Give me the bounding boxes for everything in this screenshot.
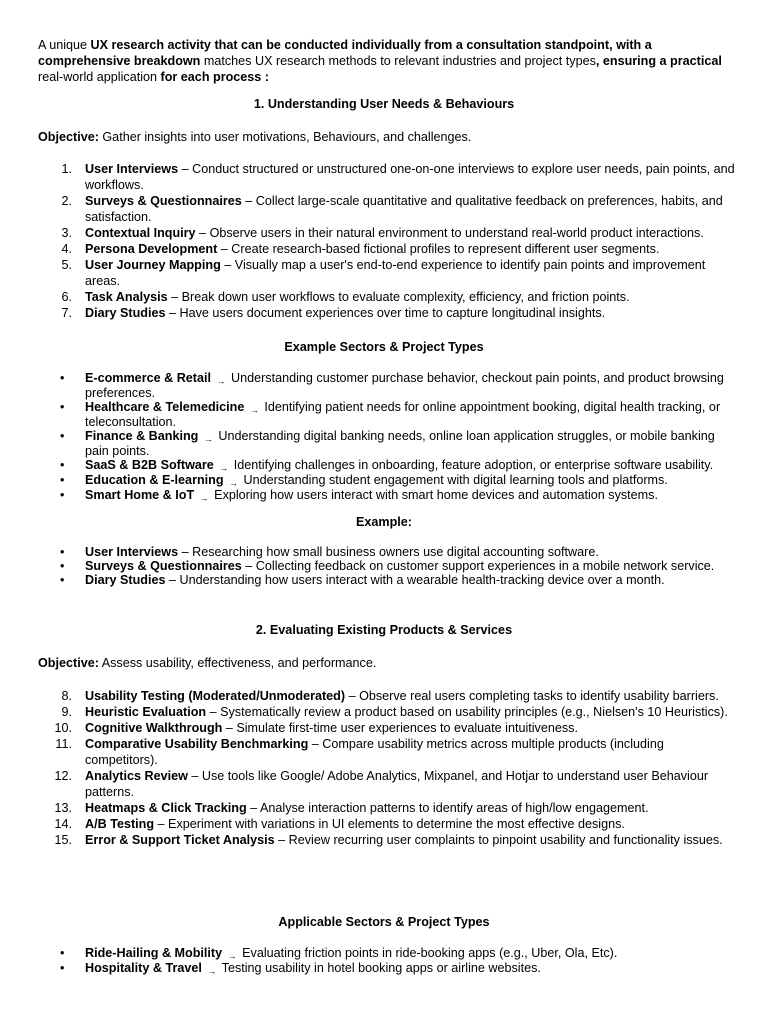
arrow-icon: → <box>203 434 213 444</box>
list-item <box>38 946 738 961</box>
method-term: User Interviews <box>85 162 179 176</box>
intro-text-1: A unique <box>38 38 91 52</box>
sector-desc: Exploring how users interact with smart home devices and automation systems. <box>210 488 658 502</box>
list-item <box>38 429 738 458</box>
sector-desc: Evaluating friction points in ride-booking apps (e.g., Uber, Ola, Etc). <box>238 946 618 960</box>
sector-term: Education & E-learning <box>85 473 224 487</box>
sector-desc: Understanding digital banking needs, online loan application struggles, or mobile banking pain points. <box>85 429 715 458</box>
method-desc: – Have users document experiences over time to capture longitudinal insights. <box>165 306 606 320</box>
method-desc: – Observe real users completing tasks to identify usability barriers. <box>345 689 719 703</box>
item-number: 3. <box>61 226 72 240</box>
sector-desc: Understanding customer purchase behavior, checkout pain points, and product browsing preferences. <box>85 371 724 400</box>
bullet-icon: • <box>60 488 65 502</box>
list-item <box>38 800 738 816</box>
bullet-icon: • <box>60 400 65 414</box>
method-desc: – Observe users in their natural environment to understand real-world product interactions. <box>195 226 704 240</box>
method-desc: – Use tools like Google/ Adobe Analytics, Mixpanel, and Hotjar to understand user Behaviour patterns. <box>85 769 709 799</box>
method-desc: – Collect large-scale quantitative and qualitative feedback on preferences, habits, and satisfaction. <box>85 194 723 224</box>
sector-term: E-commerce & Retail <box>85 371 211 385</box>
list-item <box>38 816 738 832</box>
section2-objective <box>38 655 738 671</box>
list-item <box>38 704 738 720</box>
intro-bold-1: UX research activity that can be conducted individually from a consultation standpoint, with a comprehensive breakdown <box>38 38 652 68</box>
method-desc: – Conduct structured or unstructured one-on-one interviews to explore user needs, pain points, and workflows. <box>85 162 735 192</box>
item-number: 10. <box>54 721 72 735</box>
arrow-icon: → <box>207 966 217 976</box>
item-number: 5. <box>61 258 72 272</box>
sector-desc: Understanding student engagement with digital learning tools and platforms. <box>240 473 668 487</box>
method-term: Persona Development <box>85 242 218 256</box>
item-number: 4. <box>61 242 72 256</box>
method-term: Contextual Inquiry <box>85 226 196 240</box>
method-desc: – Experiment with variations in UI elements to determine the most effective designs. <box>154 817 625 831</box>
intro-bold-3: for each process : <box>160 70 270 84</box>
bullet-icon: • <box>60 573 65 587</box>
method-term: Heatmaps & Click Tracking <box>85 801 247 815</box>
section1-example-title: Example: <box>356 515 412 529</box>
intro-bold-2: , ensuring a practical <box>595 54 722 68</box>
item-number: 13. <box>54 801 72 815</box>
example-desc: – Understanding how users interact with a wearable health-tracking device over a month. <box>165 573 665 587</box>
objective-label: Objective: <box>38 130 99 144</box>
section1-objective <box>38 129 738 145</box>
method-term: Comparative Usability Benchmarking <box>85 737 309 751</box>
method-desc: – Visually map a user's end-to-end experience to identify pain points and improvement areas. <box>85 258 706 288</box>
method-desc: – Systematically review a product based on usability principles (e.g., Nielsen's 10 Heuristics). <box>206 705 728 719</box>
list-item <box>38 458 738 473</box>
example-desc: – Collecting feedback on customer support experiences in a mobile network service. <box>241 559 715 573</box>
arrow-icon: → <box>249 405 259 415</box>
list-item <box>38 545 738 559</box>
method-term: Surveys & Questionnaires <box>85 194 242 208</box>
sector-term: Smart Home & IoT <box>85 488 195 502</box>
section1-sectors-list <box>38 371 738 503</box>
section1-title: 1. Understanding User Needs & Behaviours <box>253 97 515 111</box>
section1-methods-list <box>38 161 738 321</box>
list-item <box>38 400 738 429</box>
section2-sectors-title: Applicable Sectors & Project Types <box>278 915 490 929</box>
list-item <box>38 473 738 488</box>
list-item <box>38 241 738 257</box>
list-item <box>38 257 738 289</box>
arrow-icon: → <box>219 463 229 473</box>
sector-desc: Testing usability in hotel booking apps or airline websites. <box>218 961 541 975</box>
section1-sectors-title: Example Sectors & Project Types <box>284 340 484 354</box>
method-term: A/B Testing <box>85 817 155 831</box>
sector-term: Ride-Hailing & Mobility <box>85 946 223 960</box>
sector-desc: Identifying patient needs for online appointment booking, digital health tracking, or teleconsultation. <box>85 400 721 429</box>
section1-examples-list <box>38 545 738 587</box>
intro-paragraph <box>38 37 738 85</box>
item-number: 6. <box>61 290 72 304</box>
method-desc: – Create research-based fictional profiles to represent different user segments. <box>217 242 660 256</box>
method-term: Analytics Review <box>85 769 188 783</box>
list-item <box>38 688 738 704</box>
method-term: Cognitive Walkthrough <box>85 721 223 735</box>
list-item <box>38 961 738 976</box>
intro-text-2: matches UX research methods to relevant industries and project types <box>200 54 596 68</box>
list-item <box>38 736 738 768</box>
bullet-icon: • <box>60 545 65 559</box>
section2-title: 2. Evaluating Existing Products & Services <box>255 623 513 637</box>
method-term: Diary Studies <box>85 306 166 320</box>
section2-methods-list <box>38 688 738 848</box>
sector-desc: Identifying challenges in onboarding, feature adoption, or enterprise software usability. <box>230 458 714 472</box>
item-number: 15. <box>54 833 72 847</box>
sector-term: Hospitality & Travel <box>85 961 202 975</box>
method-term: User Journey Mapping <box>85 258 221 272</box>
bullet-icon: • <box>60 559 65 573</box>
method-desc: – Simulate first-time user experiences to evaluate intuitiveness. <box>222 721 578 735</box>
list-item <box>38 371 738 400</box>
arrow-icon: → <box>227 951 237 961</box>
list-item <box>38 573 738 587</box>
example-term: Diary Studies <box>85 573 166 587</box>
method-term: Heuristic Evaluation <box>85 705 207 719</box>
method-term: Task Analysis <box>85 290 168 304</box>
objective-label: Objective: <box>38 656 99 670</box>
list-item <box>38 488 738 503</box>
objective-text: Gather insights into user motivations, Behaviours, and challenges. <box>98 130 472 144</box>
section2-sectors-list <box>38 946 738 976</box>
bullet-icon: • <box>60 961 65 975</box>
list-item <box>38 225 738 241</box>
sector-term: SaaS & B2B Software <box>85 458 214 472</box>
arrow-icon: → <box>216 376 226 386</box>
list-item <box>38 289 738 305</box>
bullet-icon: • <box>60 473 65 487</box>
objective-text: Assess usability, effectiveness, and performance. <box>98 656 377 670</box>
sector-term: Healthcare & Telemedicine <box>85 400 245 414</box>
arrow-icon: → <box>199 493 209 503</box>
item-number: 9. <box>61 705 72 719</box>
example-term: User Interviews <box>85 545 179 559</box>
bullet-icon: • <box>60 371 65 385</box>
item-number: 12. <box>54 769 72 783</box>
method-desc: – Review recurring user complaints to pinpoint usability and functionality issues. <box>274 833 723 847</box>
item-number: 7. <box>61 306 72 320</box>
item-number: 14. <box>54 817 72 831</box>
example-term: Surveys & Questionnaires <box>85 559 242 573</box>
example-desc: – Researching how small business owners use digital accounting software. <box>178 545 599 559</box>
list-item <box>38 559 738 573</box>
item-number: 2. <box>61 194 72 208</box>
list-item <box>38 193 738 225</box>
bullet-icon: • <box>60 429 65 443</box>
method-term: Usability Testing (Moderated/Unmoderated) <box>85 689 346 703</box>
list-item <box>38 161 738 193</box>
sector-term: Finance & Banking <box>85 429 199 443</box>
intro-text-3: real-world application <box>38 70 161 84</box>
bullet-icon: • <box>60 946 65 960</box>
list-item <box>38 768 738 800</box>
list-item <box>38 832 738 848</box>
item-number: 1. <box>61 162 72 176</box>
item-number: 8. <box>61 689 72 703</box>
list-item <box>38 305 738 321</box>
bullet-icon: • <box>60 458 65 472</box>
method-term: Error & Support Ticket Analysis <box>85 833 275 847</box>
item-number: 11. <box>55 737 72 751</box>
method-desc: – Analyse interaction patterns to identify areas of high/low engagement. <box>246 801 649 815</box>
list-item <box>38 720 738 736</box>
method-desc: – Break down user workflows to evaluate complexity, efficiency, and friction points. <box>167 290 630 304</box>
arrow-icon: → <box>229 478 239 488</box>
method-desc: – Compare usability metrics across multiple products (including competitors). <box>85 737 664 767</box>
